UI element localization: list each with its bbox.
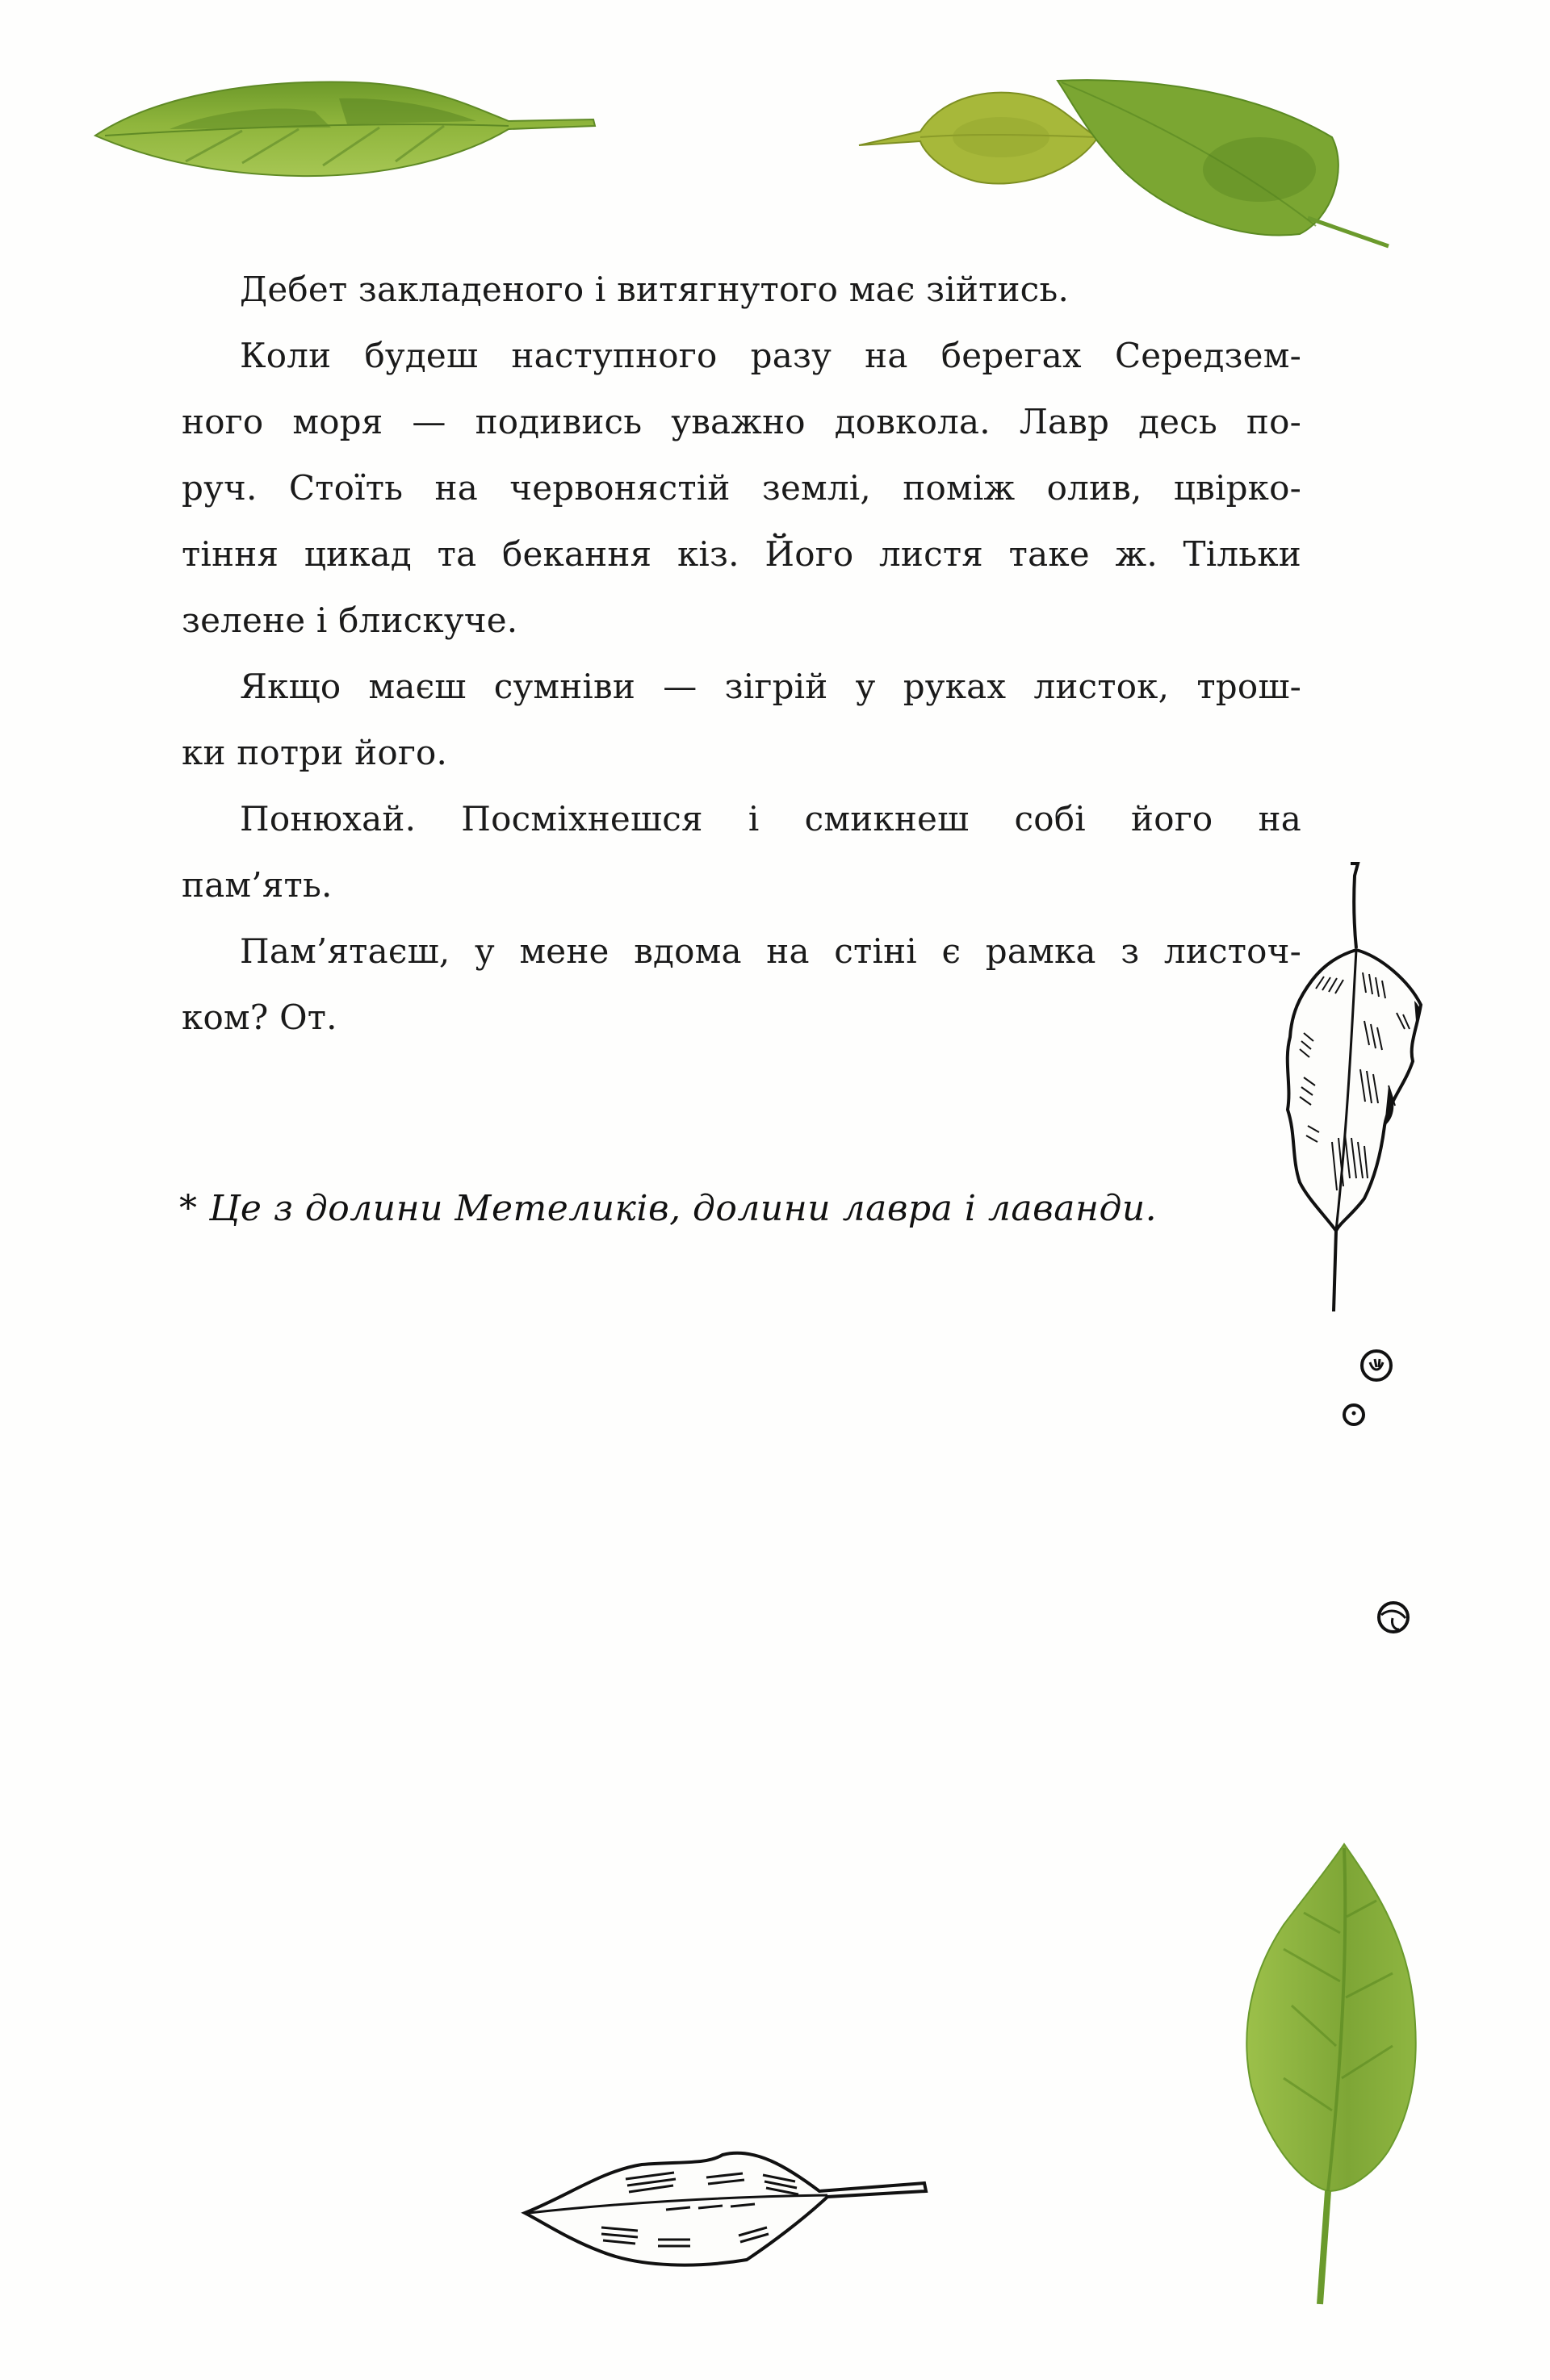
text-line: Понюхай. Посміхнешся і смикнеш собі його на <box>240 799 1301 839</box>
paragraph-3 <box>182 654 1301 786</box>
text-line: пам’ять. <box>182 865 333 905</box>
ink-leaf-illustration-bottom <box>521 2147 932 2276</box>
text-line: ком? От. <box>182 998 337 1037</box>
text-line: Пам’ятаєш, у мене вдома на стіні є рамка з листоч- <box>240 931 1301 971</box>
text-line: ного моря — подивись уважно довкола. Лавр десь по- <box>182 402 1301 441</box>
peppercorn-illustration-3 <box>1375 1599 1412 1636</box>
green-leaf-illustration-top-left <box>89 65 605 178</box>
paragraph-5 <box>182 918 1301 1051</box>
text-line: Дебет закладеного і витягнутого має зійтись. <box>240 270 1069 309</box>
paragraph-2 <box>182 323 1301 654</box>
green-leaf-illustration-bottom-right <box>1235 1836 1445 2312</box>
text-line: ки потри його. <box>182 733 448 772</box>
text-line: руч. Стоїть на червонястій землі, поміж олив, цвірко- <box>182 468 1301 508</box>
paragraph-4 <box>182 786 1301 918</box>
text-line: зелене і блискуче. <box>182 600 518 640</box>
text-line: Якщо маєш сумніви — зігрій у руках листок, трош- <box>240 667 1301 706</box>
green-leaf-illustration-top-right <box>1041 73 1397 250</box>
text-line: Коли будеш наступного разу на берегах Середзем- <box>240 336 1301 375</box>
paragraph-1 <box>182 257 1301 323</box>
ink-leaf-illustration-right <box>1267 860 1437 1360</box>
peppercorn-illustration-2 <box>1340 1401 1368 1428</box>
text-line: тіння цикад та бекання кіз. Його листя таке ж. Тільки <box>182 534 1301 574</box>
handwritten-footnote: * Це з долини Метеликів, долини лавра і лаванди. <box>179 1188 1158 1229</box>
peppercorn-illustration-1 <box>1359 1348 1394 1383</box>
body-text <box>182 257 1301 1051</box>
